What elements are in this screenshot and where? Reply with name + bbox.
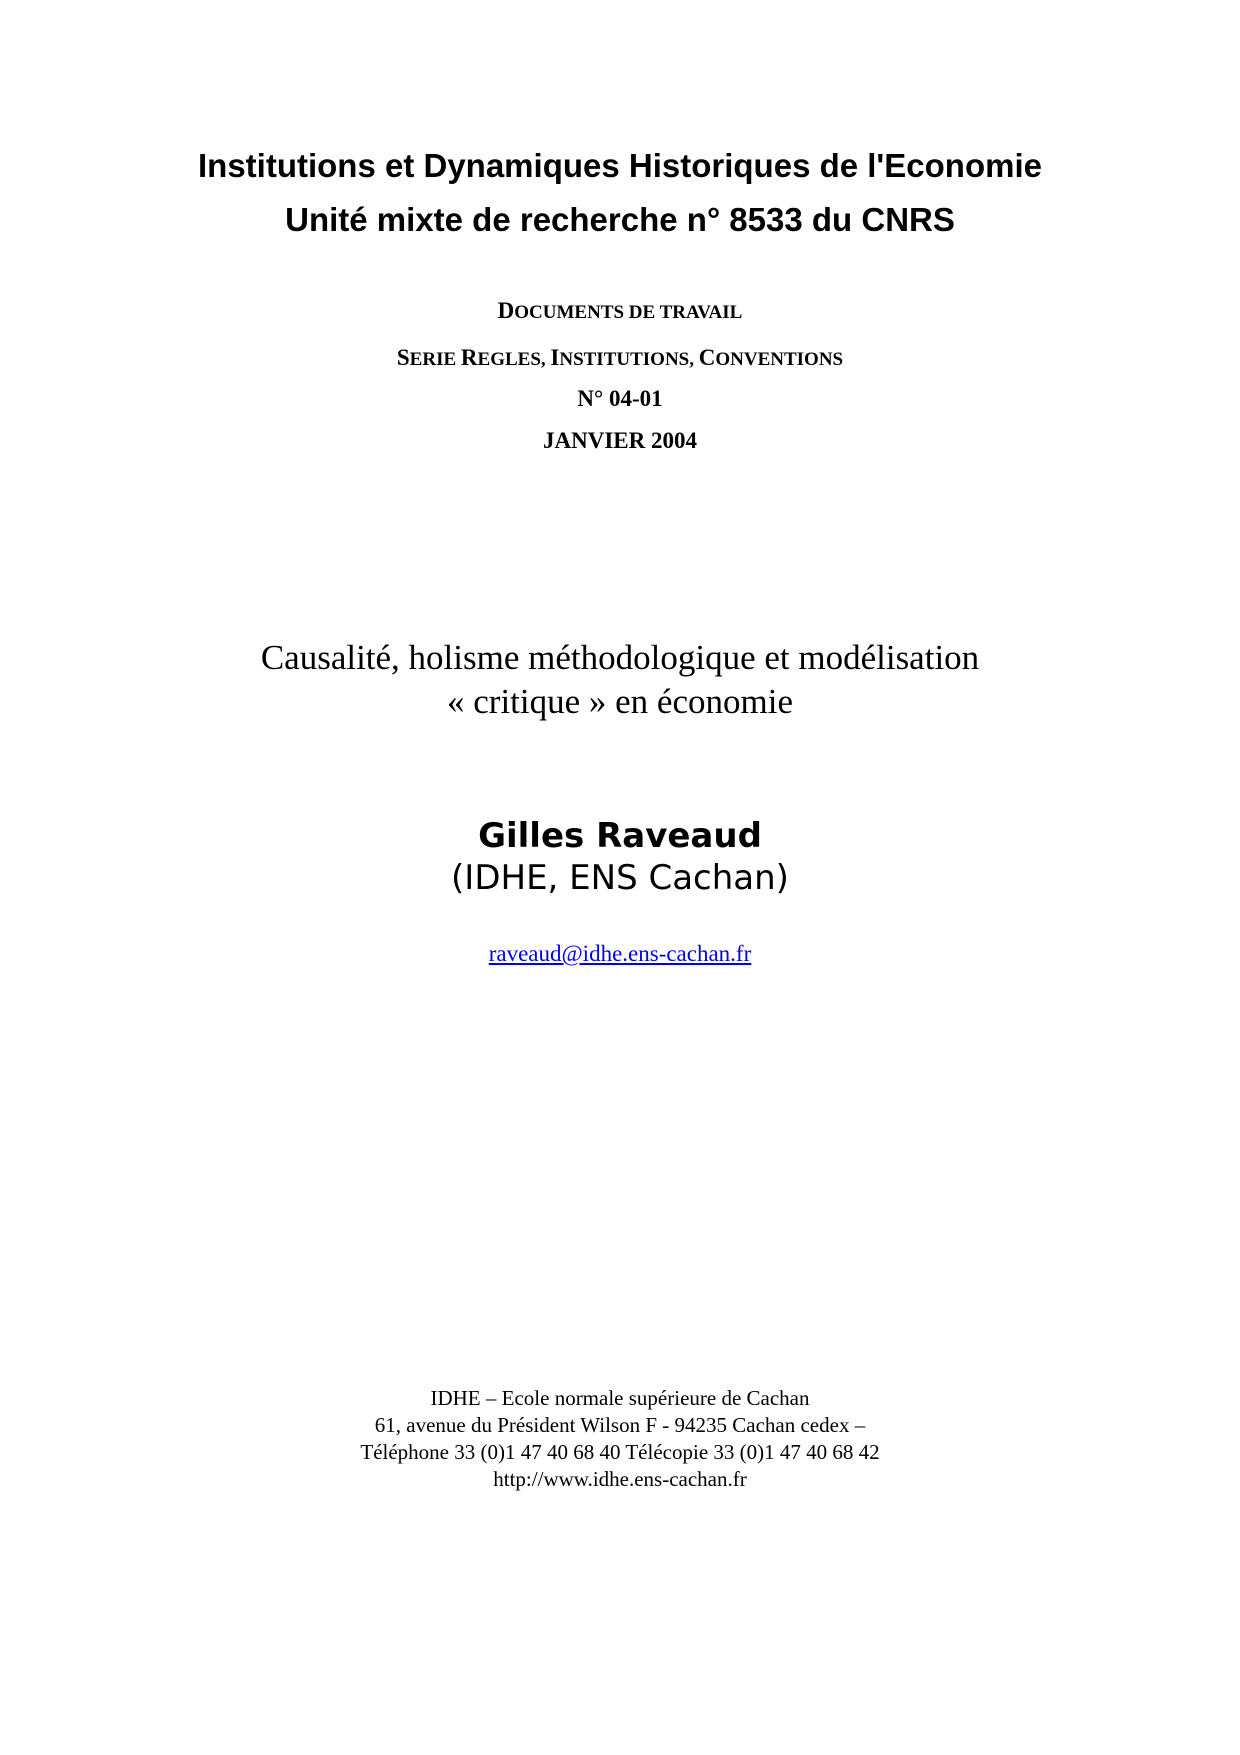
author-email bbox=[0, 940, 1240, 968]
footer-phone: Téléphone 33 (0)1 47 40 68 40 Télécopie 33 (0)1 47 40 68 42 bbox=[360, 1440, 880, 1464]
footer-line-1: IDHE – Ecole normale supérieure de Cachan bbox=[430, 1386, 810, 1410]
email-link[interactable]: raveaud@idhe.ens-cachan.fr bbox=[488, 941, 752, 966]
documents-rest: OCUMENTS DE TRAVAIL bbox=[514, 302, 743, 323]
conventions-initial: C bbox=[698, 345, 716, 370]
documents-initial: D bbox=[497, 298, 515, 323]
document-number: N° 04-01 bbox=[577, 386, 663, 411]
conventions-rest: ONVENTIONS bbox=[715, 349, 844, 370]
institutions-initial: I bbox=[550, 345, 560, 370]
documents-de-travail bbox=[0, 297, 1240, 327]
regles-initial: R bbox=[460, 345, 478, 370]
document-date: JANVIER 2004 bbox=[543, 428, 697, 453]
footer-website: http://www.idhe.ens-cachan.fr bbox=[493, 1467, 747, 1491]
series-name bbox=[0, 344, 1240, 374]
author-name: Gilles Raveaud bbox=[478, 816, 762, 856]
paper-title-line1: Causalité, holisme méthodologique et modélisation bbox=[260, 638, 980, 677]
serie-rest: ERIE bbox=[409, 349, 461, 370]
institution-name: Institutions et Dynamiques Historiques de l'Economie bbox=[198, 147, 1042, 184]
regles-rest: EGLES, bbox=[477, 349, 551, 370]
paper-title-line2: « critique » en économie bbox=[447, 682, 793, 721]
author-affiliation: (IDHE, ENS Cachan) bbox=[451, 858, 789, 898]
cnrs-unit: Unité mixte de recherche n° 8533 du CNRS bbox=[285, 201, 955, 238]
institutions-rest: NSTITUTIONS, bbox=[559, 349, 699, 370]
serie-initial: S bbox=[396, 345, 410, 370]
footer-address: 61, avenue du Président Wilson F - 94235 Cachan cedex – bbox=[374, 1413, 866, 1437]
